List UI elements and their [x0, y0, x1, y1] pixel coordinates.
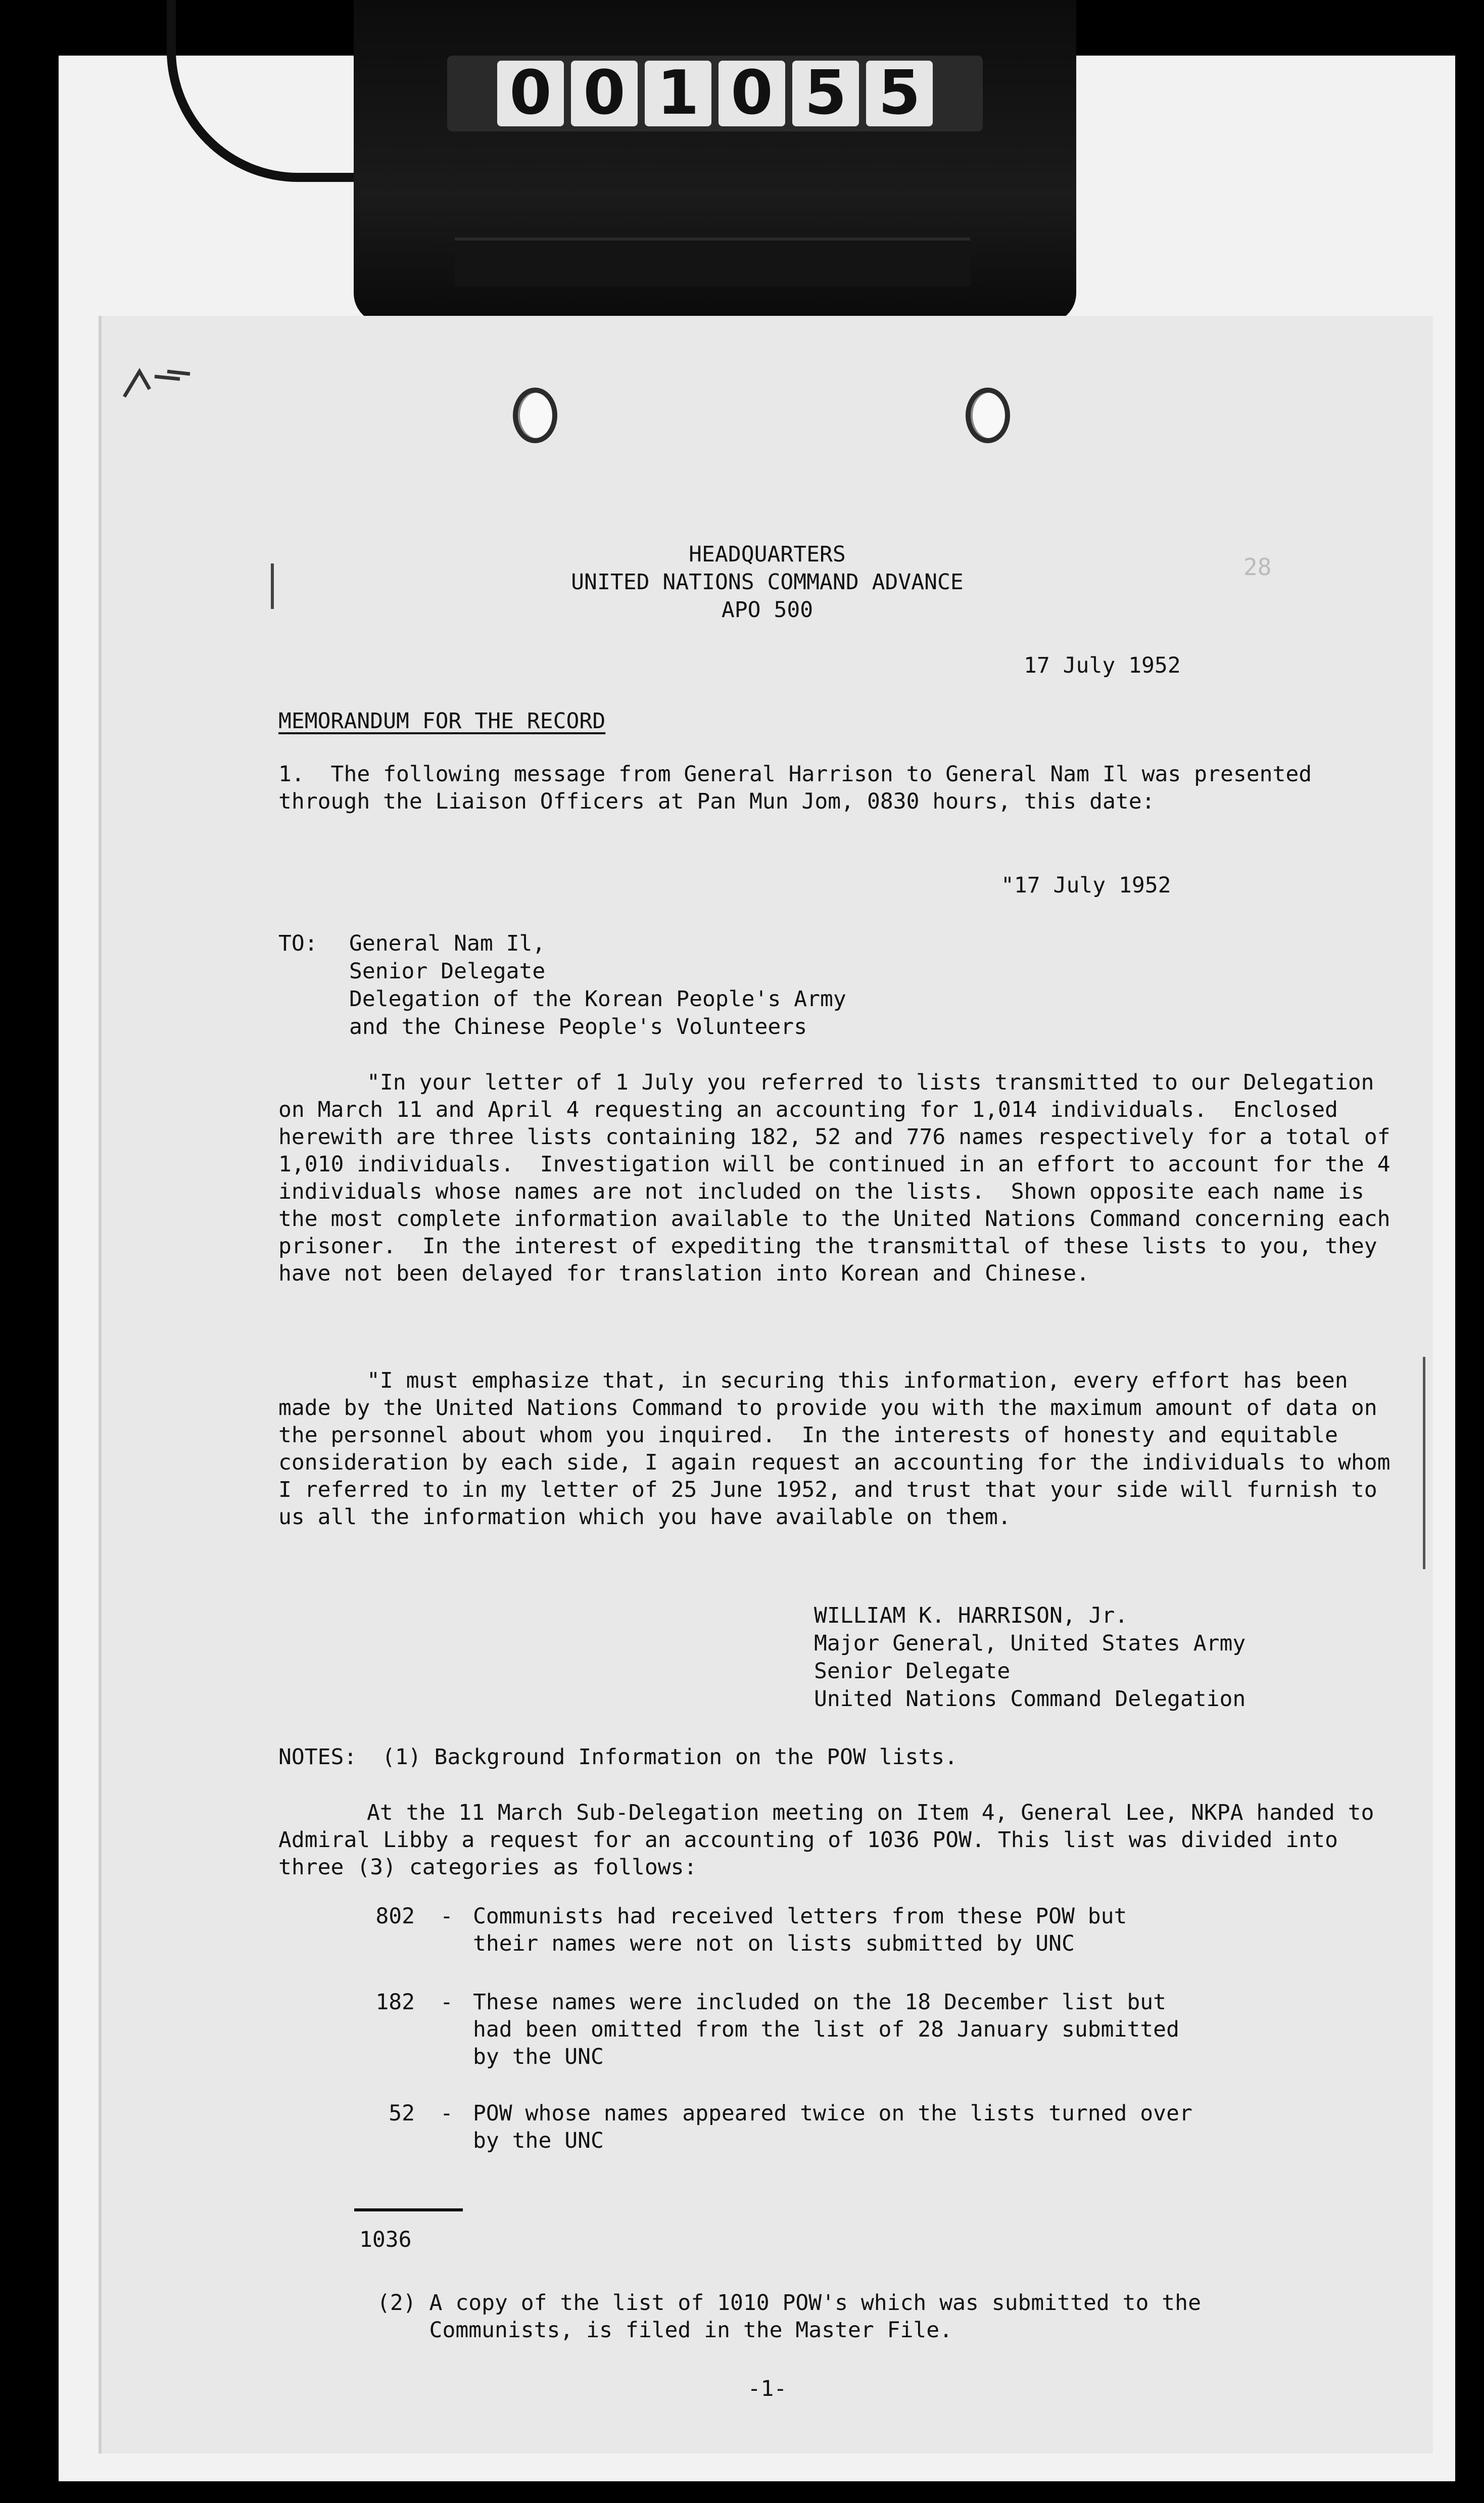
category-count: 182	[375, 1990, 415, 2015]
memo-date: 17 July 1952	[1024, 653, 1181, 678]
recipient-line: General Nam Il,	[349, 931, 546, 956]
paragraph-1: 1. The following message from General Harrison to General Nam Il was presented through the Liaison Officers at Pan Mun Jom, 0830 hours, this date:	[278, 762, 1325, 814]
pencil-mark	[119, 361, 195, 407]
counter-digit: 0	[571, 61, 638, 126]
signature-line: WILLIAM K. HARRISON, Jr.	[814, 1603, 1128, 1628]
total-rule	[354, 2208, 463, 2211]
category-dash: -	[440, 1904, 453, 1929]
category-dash: -	[440, 1990, 453, 2015]
category-description: These names were included on the 18 December list but had been omitted from the list of 28 January submitted by the UNC	[473, 1990, 1179, 2069]
counter-digit: 0	[497, 61, 564, 126]
page-number: -1-	[747, 2376, 787, 2401]
header-line-3: APO 500	[721, 597, 813, 623]
category-total: 1036	[359, 2227, 412, 2252]
recipient-line: and the Chinese People's Volunteers	[349, 1014, 807, 1040]
counter-digit: 1	[645, 61, 711, 126]
counter-digit: 5	[866, 61, 933, 126]
header-line-2: UNITED NATIONS COMMAND ADVANCE	[571, 570, 964, 595]
punch-hole	[513, 388, 557, 443]
category-description: Communists had received letters from these POW but their names were not on lists submitted by UNC	[473, 1904, 1127, 1956]
to-label: TO:	[278, 931, 318, 956]
paragraph-2: "In your letter of 1 July you referred to lists transmitted to our Delegation on March 11 and April 4 requesting an accounting for 1,014 individuals. Enclosed herewith are three lists containing 182, 52 and 776 names respectively for a total of 1,010 individuals. Investigation will be continued in an effort to account for the 4 individuals whose names are not included on the lists. Shown opposite each name is the most complete information available to the United Nations Command concerning each prisoner. In the interest of expediting the transmittal of these lists to you, they have not been delayed for translation into Korean and Chinese.	[278, 1070, 1404, 1286]
memo-title: MEMORANDUM FOR THE RECORD	[278, 709, 606, 734]
signature-line: Senior Delegate	[814, 1659, 1011, 1684]
category-count: 802	[375, 1904, 415, 1929]
category-dash: -	[440, 2101, 453, 2126]
header-line-1: HEADQUARTERS	[689, 542, 846, 567]
signature-line: Major General, United States Army	[814, 1631, 1246, 1656]
frame-counter-display	[447, 56, 983, 131]
recipient-line: Senior Delegate	[349, 959, 546, 984]
memo-page	[99, 316, 1433, 2453]
counter-digit: 5	[792, 61, 859, 126]
note-1-title: (1) Background Information on the POW lists.	[382, 1744, 958, 1770]
punch-hole	[966, 388, 1010, 443]
counter-base	[455, 238, 970, 286]
paragraph-3: "I must emphasize that, in securing this information, every effort has been made by the United Nations Command to provide you with the maximum amount of data on the personnel about whom you inquired. In the interests of honesty and equitable consideration by each side, I again request an accounting for the individuals to whom I referred to in my letter of 25 June 1952, and trust that your side will furnish to us all the information which you have available on them.	[278, 1368, 1404, 1530]
category-description: POW whose names appeared twice on the lists turned over by the UNC	[473, 2101, 1192, 2153]
note-2: (2) A copy of the list of 1010 POW's which was submitted to the Communists, is filed in the Master File.	[377, 2290, 1201, 2343]
counter-digit: 0	[719, 61, 785, 126]
recipient-line: Delegation of the Korean People's Army	[349, 986, 846, 1012]
quoted-date: "17 July 1952	[1001, 873, 1171, 898]
signature-line: United Nations Command Delegation	[814, 1686, 1246, 1712]
frame-counter-device	[354, 0, 1076, 323]
category-count: 52	[389, 2101, 415, 2126]
note-1-paragraph: At the 11 March Sub-Delegation meeting on Item 4, General Lee, NKPA handed to Admiral Libby a request for an accounting of 1036 POW. This list was divided into three (3) categories as follows:	[278, 1800, 1387, 1880]
margin-line	[1423, 1357, 1425, 1569]
notes-label: NOTES:	[278, 1744, 357, 1770]
margin-number: 28	[1243, 553, 1272, 581]
